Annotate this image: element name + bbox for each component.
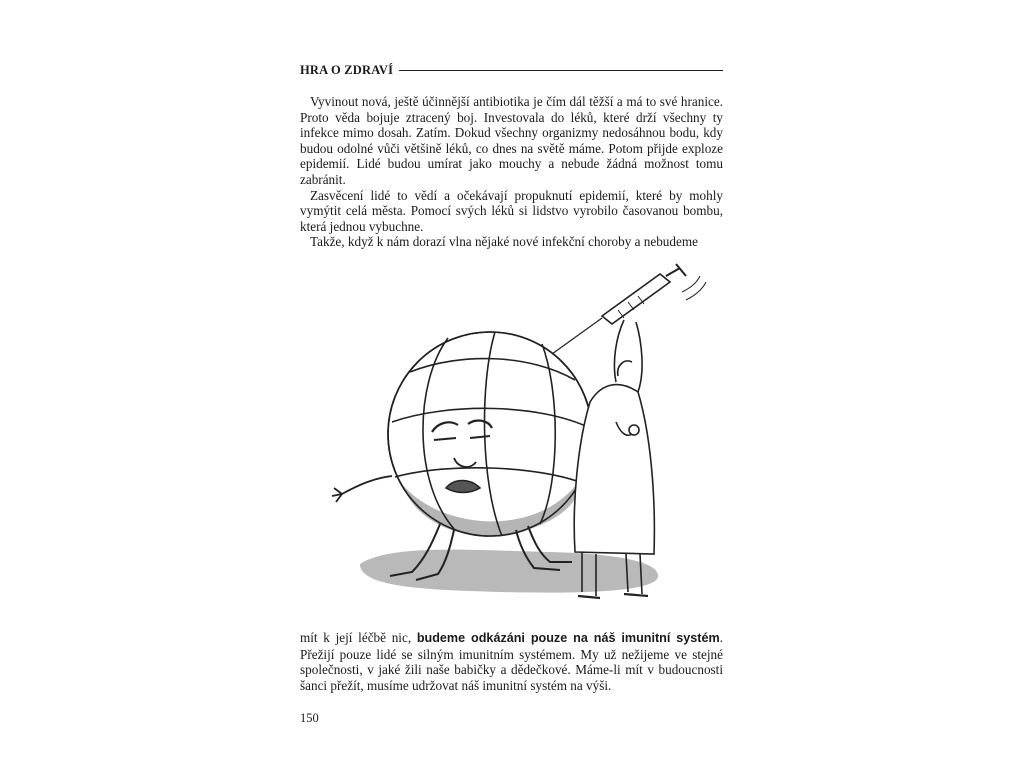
paragraph-1: Vyvinout nová, ještě účinnější antibiotika je čím dál těžší a má to své hranice. Proto věda bojuje ztracený boj. Investovala do léků, které drží všechny ty infekce mimo dosah. Zatím. Dokud všechny organizmy nedosáhnou bodu, kdy budou odolné vůči většině léků, co dnes na světě máme. Potom přijde exploze epidemií. Lidé budou umírat jako mouchy a nebude žádná možnost tomu zabránit. <box>300 94 723 187</box>
ground-shadow <box>360 550 658 593</box>
text-before-bold: mít k její léčbě nic, <box>300 630 417 645</box>
body-text-top <box>300 94 723 250</box>
cartoon-illustration <box>320 262 710 608</box>
paragraph-3: Takže, když k nám dorazí vlna nějaké nové infekční choroby a nebudeme <box>310 234 698 250</box>
header-rule <box>399 70 723 71</box>
running-header <box>300 62 723 78</box>
emphasis-text: budeme odkázáni pouze na náš imunitní systém <box>416 631 720 645</box>
body-text-bottom <box>300 630 723 693</box>
text-after-bold: . Přežijí pouze lidé se silným imunitním systémem. My už nežijeme ve stejné společnosti, v jaké žili naše babičky a dědečkové. Máme-li mít v budoucnosti šanci přežít, musíme udržovat náš imunitní systém na výši. <box>300 630 723 693</box>
page-number: 150 <box>300 711 319 725</box>
paragraph-4 <box>300 630 723 693</box>
syringe <box>552 264 706 354</box>
paragraph-2: Zasvěcení lidé to vědí a očekávají propuknutí epidemií, které by mohly vymýtit celá města. Pomocí svých léků si lidstvo vyrobilo časovanou bombu, která jednou vybuchne. <box>300 187 723 234</box>
chapter-title: HRA O ZDRAVÍ <box>300 62 394 77</box>
